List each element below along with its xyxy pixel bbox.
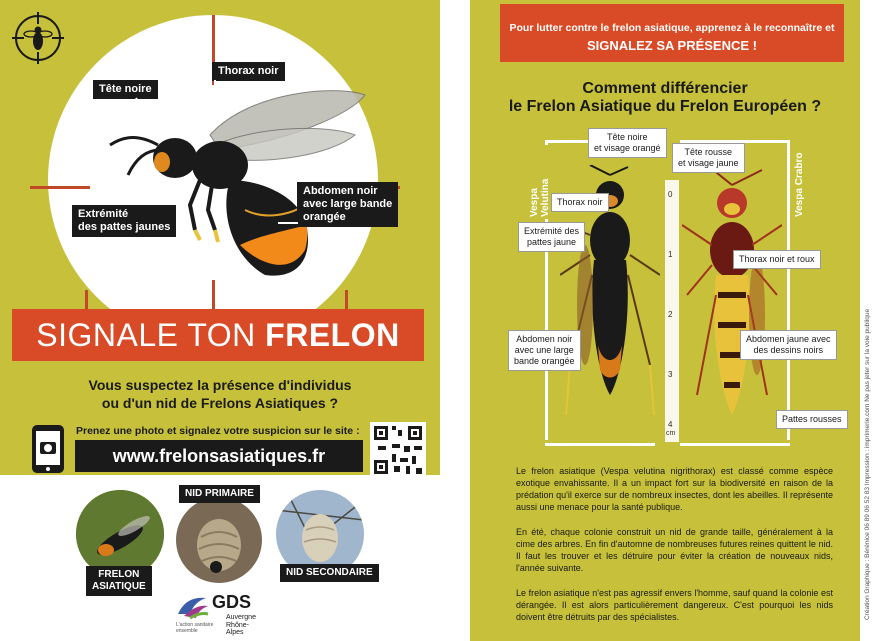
question-line-1: Vous suspectez la présence d'individus [88,377,352,393]
crosshair-horizontal-left [30,186,90,189]
side-credits: Création Graphique : Bérénice 06 89 06 52 83 Impression : imprimerie.com Ne pas jeter sur la voie publique [864,308,871,620]
ruler [665,180,679,442]
tag-frelon-asiatique: FRELON ASIATIQUE [86,566,152,596]
ruler-tick-1: 1 [668,250,673,259]
label-thorax-noir: Thorax noir [212,62,285,81]
label-legs-left: Extrémité des pattes jaune [518,222,585,252]
title-line-1: Comment différencier [582,80,748,97]
ruler-tick-3: 3 [668,370,673,379]
gds-logo [176,592,266,636]
label-tete-noire: Tête noire [93,80,158,99]
paragraph-1: Le frelon asiatique (Vespa velutina nigrithorax) est classé comme espèce exotique envahissante. Il a un impact fort sur la biodiversité en raison de la prédation qu'il exerce sur de nombreux insectes, dont les abeilles. Il représente aussi une menace pour la santé publique. [516,466,833,512]
website-link[interactable]: www.frelonsasiatiques.fr [75,440,363,472]
paragraph-3: Le frelon asiatique n'est pas agressif envers l'homme, sauf quand la colonie est dérangée. Il est alors particulièrement dangereux. C'est pourquoi les nids doivent être détruits par des spécialistes. [516,588,833,622]
ruler-tick-4: 4 [668,420,673,429]
crosshair-tick-left [85,290,88,310]
top-banner [500,4,844,62]
gds-tagline: L'action sanitaire ensemble [176,622,214,634]
banner-line-2: SIGNALEZ SA PRÉSENCE ! [587,38,757,53]
paragraph-2: En été, chaque colonie construit un nid de grande taille, généralement à la cime des arbres. En fin d'automne de nombreuses futures reines quittent le nid. Il faut les trouver et les détruire pour éviter la création de nouveaux nids, l'année suivante. [516,527,833,573]
label-abdomen-left: Abdomen noir avec une large bande orangée [508,330,581,371]
tag-nid-secondaire: NID SECONDAIRE [280,564,379,582]
label-abdomen-noir: Abdomen noir avec large bande orangée [297,182,398,227]
label-pattes-jaunes: Extrémité des pattes jaunes [72,205,176,237]
photo-prompt: Prenez une photo et signalez votre suspicion sur le site : [76,425,360,437]
banner-line-1: Pour lutter contre le frelon asiatique, apprenez à le reconnaître et [509,22,835,34]
ruler-tick-0: 0 [668,190,673,199]
ruler-tick-2: 2 [668,310,673,319]
signale-banner [12,309,424,361]
gds-name: GDS [212,592,252,612]
label-abdomen-right: Abdomen jaune avec des dessins noirs [740,330,837,360]
tag-nid-primaire: NID PRIMAIRE [179,485,260,503]
title-line-2: le Frelon Asiatique du Frelon Européen ? [508,98,822,115]
leader-line [278,222,298,224]
gds-region-1: Auvergne [226,614,256,621]
banner-text-1: SIGNALE TON [36,317,266,353]
nid-primaire-photo [176,497,262,583]
frelon-asiatique-photo [76,490,164,578]
species-right: Vespa Crabro [792,150,807,219]
camera-phone-icon [30,423,66,475]
ruler-unit: cm [666,430,676,437]
label-thorax-right: Thorax noir et roux [733,250,821,269]
banner-text-2: FRELON [265,317,400,353]
species-left: Vespa Velutina [527,145,553,219]
label-legs-right: Pattes rousses [776,410,848,429]
crabro-frame-side [787,140,790,440]
bee-crosshair-icon [12,12,64,64]
gds-region-2: Rhône-Alpes [226,622,249,636]
leader-line [214,80,216,128]
label-head-right: Tête rousse et visage jaune [672,143,745,173]
qr-code-icon[interactable] [370,422,426,478]
crosshair-tick-right [345,290,348,310]
vespa-crabro-photo [682,165,782,445]
left-page [0,0,440,641]
question-line-2: ou d'un nid de Frelons Asiatiques ? [101,395,339,411]
label-head-left: Tête noire et visage orangé [588,128,667,158]
label-thorax-left: Thorax noir [551,193,609,212]
